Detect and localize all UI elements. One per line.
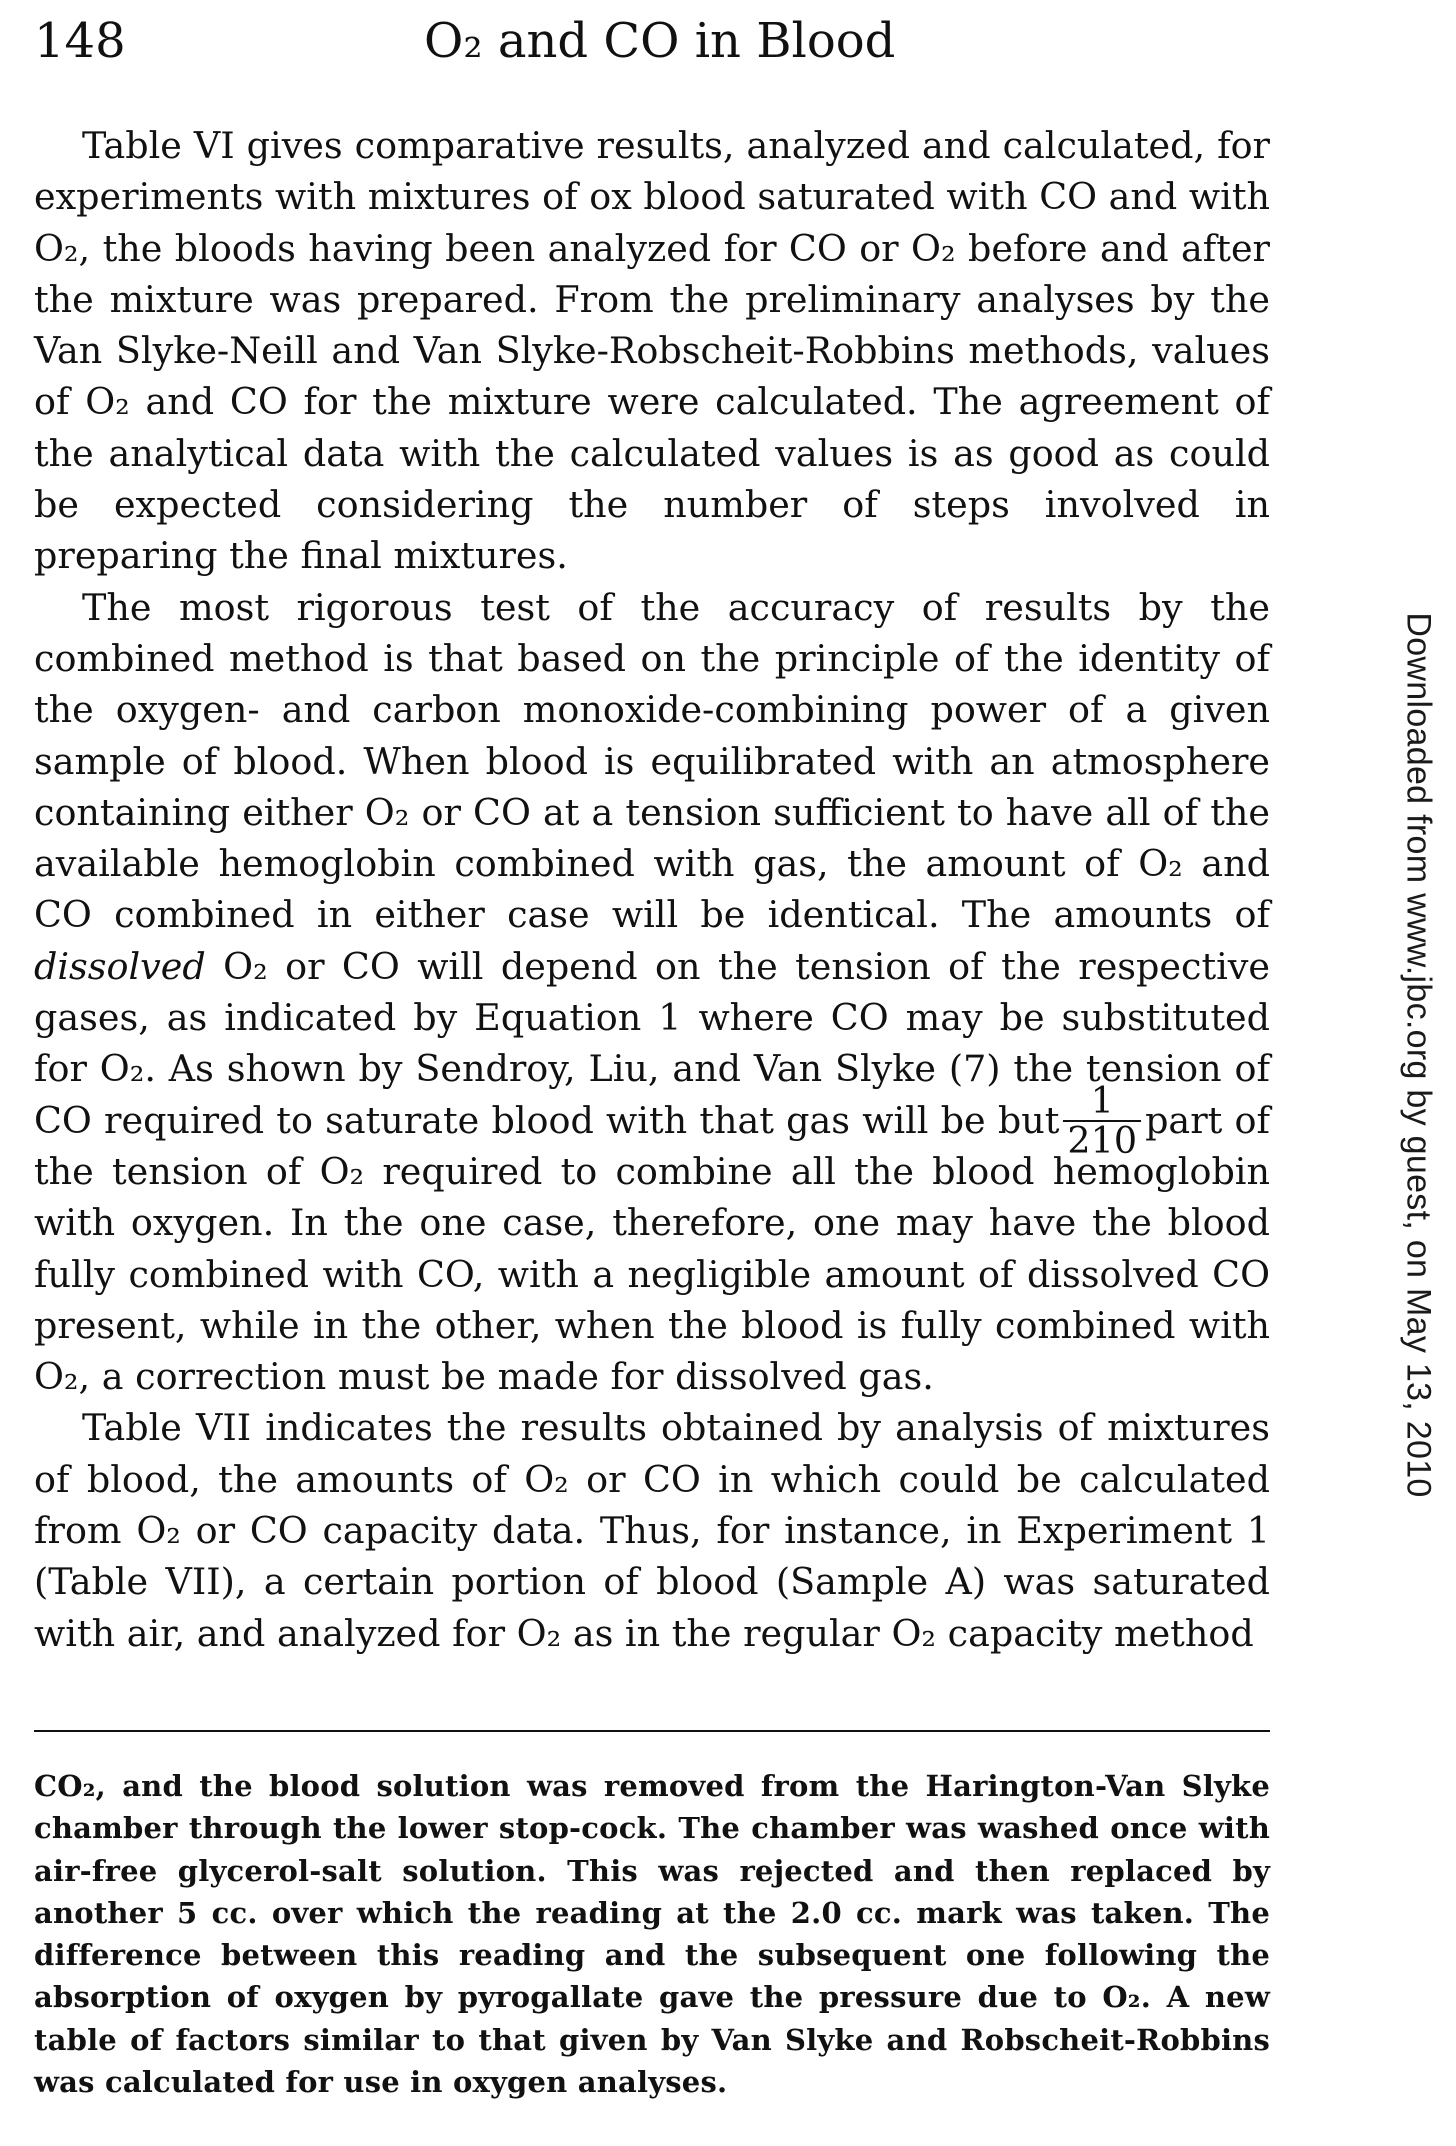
running-title: O₂ and CO in Blood — [424, 13, 896, 69]
footnote-divider — [34, 1730, 1270, 1732]
footnote — [34, 1765, 1270, 2103]
page-header — [34, 8, 1274, 74]
italic-dissolved: dissolved — [34, 944, 206, 988]
fraction-denominator: 210 — [1067, 1119, 1138, 1163]
fraction-one-over-210 — [1063, 1078, 1141, 1163]
page-number: 148 — [34, 13, 126, 69]
body-text — [34, 120, 1270, 1659]
paragraph-1: Table VI gives comparative results, analyzed and calculated, for experiments with mixtures of ox blood saturated with CO and with O₂, the bloods having been analyzed for CO or O₂ before and after the mixture was prepared. From the preliminary analyses by the Van Slyke-Neill and Van Slyke-Robscheit-Robbins methods, values of O₂ and CO for the mixture were calculated. The agreement of the analytical data with the calculated values is as good as could be expected considering the number of steps involved in preparing the final mixtures. — [34, 124, 1270, 578]
paragraph-2-part-1: The most rigorous test of the accuracy of results by the combined method is that based on the principle of the identity of the oxygen- and carbon monoxide-combining power of a given sample of blood. When blood is equilibrated with an atmosphere containing either O₂ or CO at a tension sufficient to have all of the available hemoglobin combined with gas, the amount of O₂ and CO combined in either case will be identical. The amounts of — [34, 585, 1270, 937]
paragraph-2 — [34, 582, 1270, 1403]
fraction-numerator: 1 — [1063, 1082, 1141, 1122]
paragraph-3: Table VII indicates the results obtained by analysis of mixtures of blood, the amounts of O₂ or CO in which could be calculated from O₂ or CO capacity data. Thus, for instance, in Experiment 1 (Table VII), a certain portion of blood (Sample A) was saturated with air, and analyzed for O₂ as in the regular O₂ capacity method — [34, 1406, 1270, 1655]
download-watermark: Downloaded from www.jbc.org by guest, on May 13, 2010 — [1399, 612, 1438, 1498]
footnote-text: CO₂, and the blood solution was removed from the Harington-Van Slyke chamber through the lower stop-cock. The chamber was washed once with air-free glycerol-salt solution. This was rejected and then replaced by another 5 cc. over which the reading at the 2.0 cc. mark was taken. The difference between this reading and the subsequent one following the absorption of oxygen by pyrogallate gave the pressure due to O₂. A new table of factors similar to that given by Van Slyke and Robscheit-Robbins was calculated for use in oxygen analyses. — [34, 1769, 1270, 2100]
paragraph-2-part-2: O₂ or CO will depend on the tension of the respective gases, as indicated by Equation 1 where CO may be substituted for O₂. As shown by Sendroy, Liu, and Van Slyke (7) the tension of CO required to saturate blood with that gas will be but — [34, 944, 1270, 1142]
paragraph-2-part-3: part of the tension of O₂ required to combine all the blood hemoglobin with oxygen. In the one case, therefore, one may have the blood fully combined with CO, with a negligible amount of dissolved CO present, while in the other, when the blood is fully combined with O₂, a correction must be made for dissolved gas. — [34, 1098, 1270, 1399]
